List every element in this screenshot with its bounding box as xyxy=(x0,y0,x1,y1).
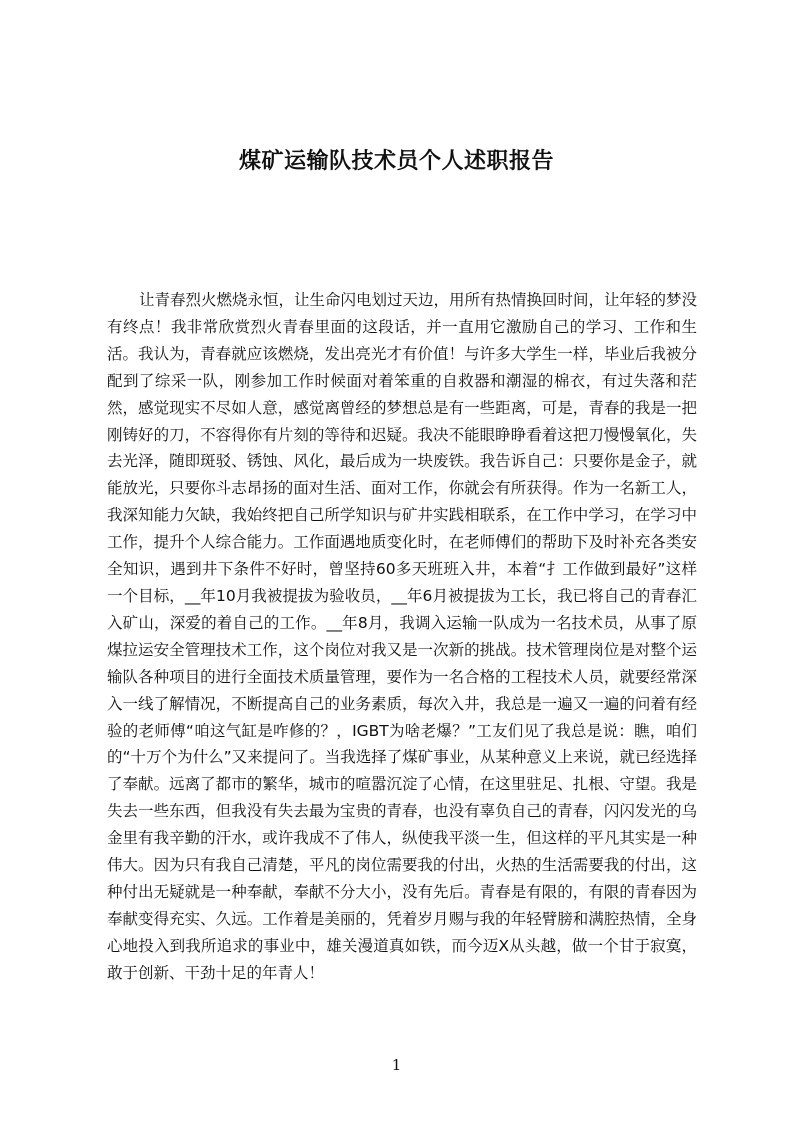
document-title: 煤矿运输队技术员个人述职报告 xyxy=(238,149,554,174)
page-number: 1 xyxy=(391,1056,402,1074)
body-paragraph: 让青春烈火燃烧永恒，让生命闪电划过天边，用所有热情换回时间，让年轻的梦没有终点！我非常欣赏烈火青春里面的这段话，并一直用它激励自己的学习、工作和生活。我认为，青春就应该燃烧，发出亮光才有价值！与许多大学生一样，毕业后我被分配到了综采一队，刚参加工作时候面对着笨重的自救器和潮湿的棉衣，有过失落和茫然，感觉现实不尽如人意，感觉离曾经的梦想总是有一些距离，可是，青春的我是一把刚铸好的刀，不容得你有片刻的等待和迟疑。我决不能眼睁睁看着这把刀慢慢氧化，失去光泽，随即斑驳、锈蚀、风化，最后成为一块废铁。我告诉自己：只要你是金子，就能放光，只要你斗志昂扬的面对生活、面对工作，你就会有所获得。作为一名新工人，我深知能力欠缺，我始终把自己所学知识与矿井实践相联系，在工作中学习，在学习中工作，提升个人综合能力。工作面遇地质变化时，在老师傅们的帮助下及时补充各类安全知识，遇到井下条件不好时，曾坚持60多天班班入井，本着“扌工作做到最好”这样一个目标，__年10月我被提拔为验收员，__年6月被提拔为工长，我已将自己的青春汇入矿山，深爱的着自己的工作。__年8月，我调入运输一队成为一名技术员，从事了原煤拉运安全管理技术工作，这个岗位对我又是一次新的挑战。技术管理岗位是对整个运输队各种项目的进行全面技术质量管理，要作为一名合格的工程技术人员，就要经常深入一线了解情况，不断提高自己的业务素质，每次入井，我总是一遍又一遍的问着有经验的老师傅“咱这气缸是咋修的？，IGBT为啥老爆？”工友们见了我总是说：瞧，咱们的“十万个为什么”又来提问了。当我选择了煤矿事业，从某种意义上来说，就已经选择了奉献。远离了都市的繁华，城市的喧嚣沉淀了心情，在这里驻足、扎根、守望。我是失去一些东西，但我没有失去最为宝贵的青春，也没有辜负自己的青春，闪闪发光的乌金里有我辛勤的汗水，或许我成不了伟人，纵使我平淡一生，但这样的平凡其实是一种伟大。因为只有我自己清楚，平凡的岗位需要我的付出，火热的生活需要我的付出，这种付出无疑就是一种奉献，奉献不分大小，没有先后。青春是有限的，有限的青春因为奉献变得充实、久远。工作着是美丽的，凭着岁月赐与我的年轻臂膀和满腔热情，全身心地投入到我所追求的事业中，雄关漫道真如铁，而今迈X从头越，做一个甘于寂寞，敢于创新、干劲十足的年青人！ xyxy=(107,291,698,982)
